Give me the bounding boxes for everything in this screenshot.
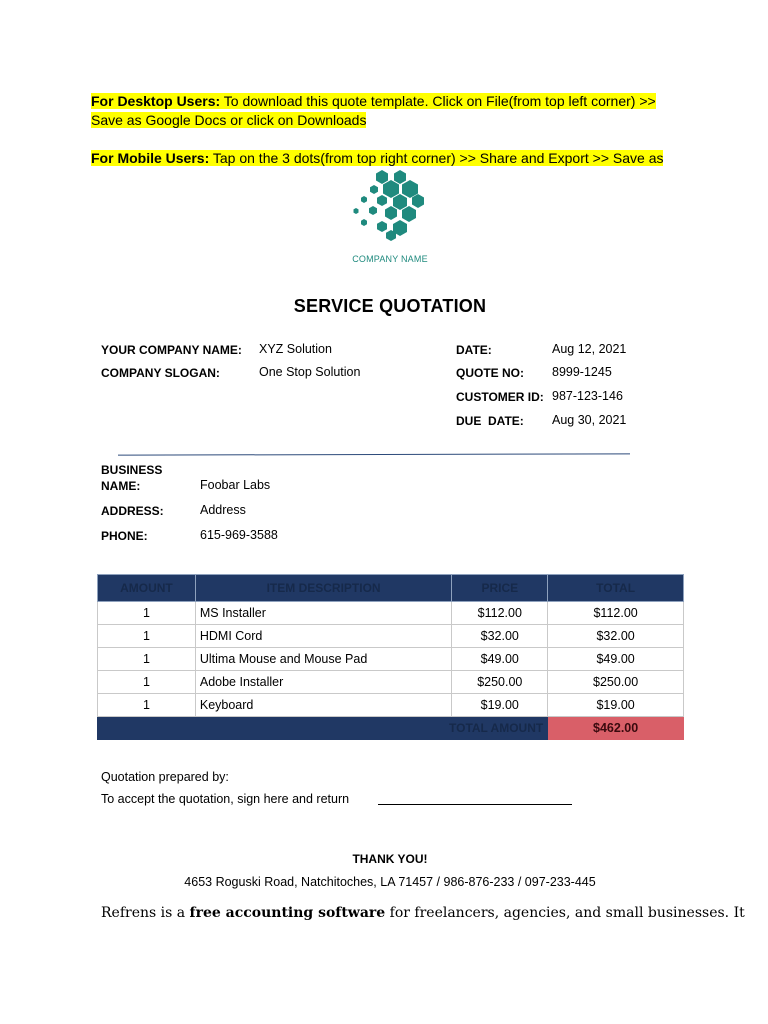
table-header-row — [98, 575, 684, 602]
due-date-value: Aug 30, 2021 — [552, 413, 627, 427]
due-date-label: DUE DATE: — [456, 414, 524, 428]
business-label-line-1: BUSINESS — [101, 463, 163, 477]
cell-price: $112.00 — [452, 602, 548, 625]
company-name-value: XYZ Solution — [259, 342, 332, 356]
cell-description: Ultima Mouse and Mouse Pad — [195, 648, 451, 671]
cell-amount: 1 — [98, 671, 196, 694]
table-row — [98, 602, 684, 625]
address-value: Address — [200, 503, 246, 517]
logo-company-name: COMPANY NAME — [352, 254, 428, 264]
header-price: PRICE — [452, 575, 548, 602]
cell-price: $250.00 — [452, 671, 548, 694]
promo-post: for freelancers, agencies, and small businesses. It — [385, 905, 745, 921]
items-table — [97, 574, 684, 740]
cell-total: $49.00 — [548, 648, 684, 671]
promo-link-text: free accounting software — [189, 905, 386, 921]
cell-total: $112.00 — [548, 602, 684, 625]
date-value: Aug 12, 2021 — [552, 342, 627, 356]
promo-text — [101, 905, 745, 921]
cell-description: Adobe Installer — [195, 671, 451, 694]
header-amount: AMOUNT — [98, 575, 196, 602]
business-label-line-2: NAME: — [101, 479, 141, 493]
table-row — [98, 648, 684, 671]
quote-no-value: 8999-1245 — [552, 365, 612, 379]
business-name-value: Foobar Labs — [200, 478, 271, 492]
company-slogan-label: COMPANY SLOGAN: — [101, 366, 220, 380]
cell-total: $19.00 — [548, 694, 684, 717]
header-total: TOTAL — [548, 575, 684, 602]
cell-price: $19.00 — [452, 694, 548, 717]
cell-price: $32.00 — [452, 625, 548, 648]
table-row — [98, 625, 684, 648]
cell-amount: 1 — [98, 648, 196, 671]
desktop-notice — [91, 92, 656, 130]
cell-amount: 1 — [98, 694, 196, 717]
hexagon-cluster-logo-icon — [352, 168, 428, 242]
total-row — [98, 717, 684, 740]
promo-pre: Refrens is a — [101, 905, 190, 921]
business-name-label — [101, 462, 162, 494]
footer-address: 4653 Roguski Road, Natchitoches, LA 71457 / 986-876-233 / 097-233-445 — [184, 875, 596, 889]
desktop-notice-label: For Desktop Users: — [91, 93, 221, 109]
prepared-by-text: Quotation prepared by: — [101, 770, 229, 784]
date-label: DATE: — [456, 343, 492, 357]
cell-description: Keyboard — [195, 694, 451, 717]
customer-id-label: CUSTOMER ID: — [456, 390, 544, 404]
header-item-description: ITEM DESCRIPTION — [195, 575, 451, 602]
customer-id-value: 987-123-146 — [552, 389, 623, 403]
page-title: SERVICE QUOTATION — [293, 296, 487, 316]
mobile-notice — [91, 149, 663, 168]
address-label: ADDRESS: — [101, 504, 164, 518]
cell-total: $250.00 — [548, 671, 684, 694]
total-amount-label: TOTAL AMOUNT — [98, 717, 548, 740]
company-slogan-value: One Stop Solution — [259, 365, 361, 379]
cell-total: $32.00 — [548, 625, 684, 648]
total-amount-value: $462.00 — [548, 717, 684, 740]
quote-no-label: QUOTE NO: — [456, 366, 524, 380]
cell-description: MS Installer — [195, 602, 451, 625]
cell-description: HDMI Cord — [195, 625, 451, 648]
cell-amount: 1 — [98, 625, 196, 648]
accept-quotation-text: To accept the quotation, sign here and return — [101, 792, 350, 806]
phone-label: PHONE: — [101, 529, 148, 543]
signature-line[interactable] — [378, 804, 572, 805]
section-divider — [118, 453, 630, 455]
company-name-label: YOUR COMPANY NAME: — [101, 343, 242, 357]
table-row — [98, 671, 684, 694]
desktop-notice-text-1: To download this quote template. Click on File(from top left corner) >> — [220, 93, 656, 109]
mobile-notice-label: For Mobile Users: — [91, 150, 210, 166]
table-row — [98, 694, 684, 717]
cell-amount: 1 — [98, 602, 196, 625]
thank-you-text: THANK YOU! — [352, 852, 428, 866]
mobile-notice-text: Tap on the 3 dots(from top right corner) >> Share and Export >> Save as — [209, 150, 664, 166]
phone-value: 615-969-3588 — [200, 528, 278, 542]
desktop-notice-text-2: Save as Google Docs or click on Downloads — [91, 112, 367, 128]
cell-price: $49.00 — [452, 648, 548, 671]
